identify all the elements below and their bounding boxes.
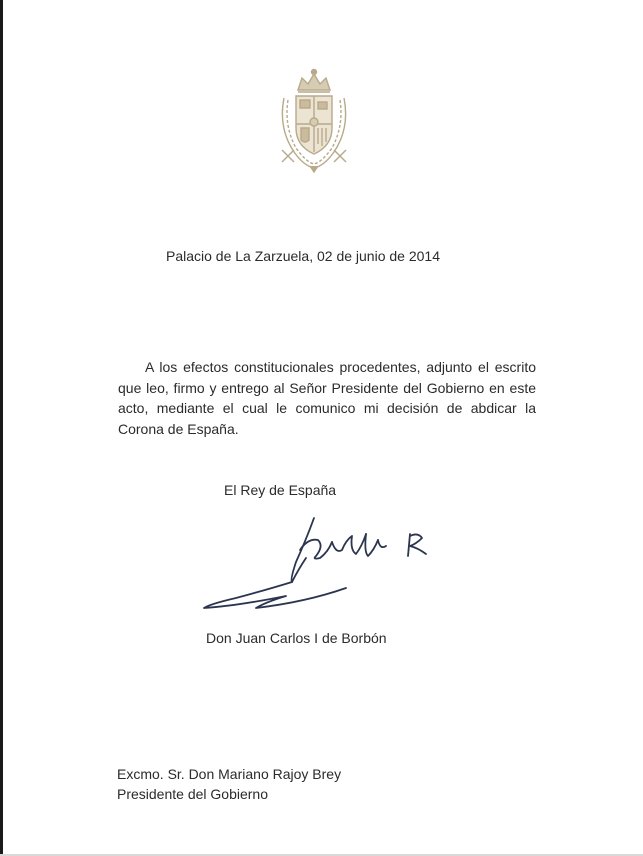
closing-line: El Rey de España (224, 482, 337, 498)
letter-body-text: A los efectos constitucionales procedentes, adjunto el escrito que leo, firmo y entrego al Señor Presidente del Gobierno en este acto, mediante el cual le comunico mi decisión de abdicar la Corona de España. (118, 359, 536, 437)
letter-body (118, 357, 536, 439)
addressee-block (117, 764, 341, 804)
dateline: Palacio de La Zarzuela, 02 de junio de 2014 (166, 248, 440, 264)
coat-of-arms-icon (274, 66, 354, 174)
addressee-title: Presidente del Gobierno (117, 786, 268, 802)
handwritten-signature-icon (196, 510, 446, 620)
page-left-border (0, 0, 3, 856)
addressee-name: Excmo. Sr. Don Mariano Rajoy Brey (117, 766, 342, 782)
signer-name: Don Juan Carlos I de Borbón (206, 630, 387, 646)
